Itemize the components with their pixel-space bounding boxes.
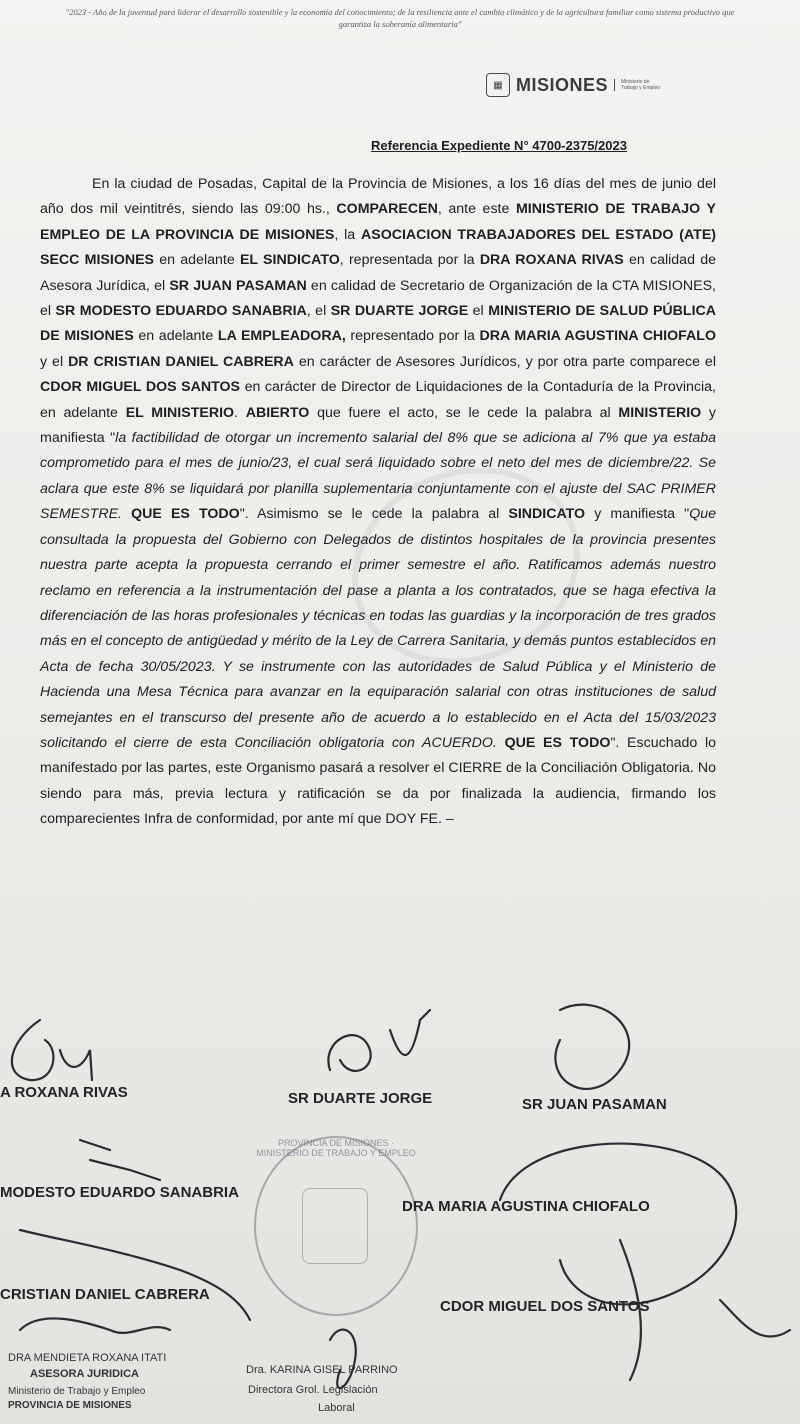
header-motto: "2023 - Año de la juventud para liderar el desarrollo sostenible y la economía del conocimiento; de la resiliencia ante el cambio climático y de la agricultura familiar como sistema productivo que garantiza la soberanía alimentaria"	[65, 7, 735, 29]
signatory-rivas: A ROXANA RIVAS	[0, 1084, 128, 1101]
official-parrino-name: Dra. KARINA GISEL PARRINO	[246, 1364, 398, 1376]
reference-title: Referencia Expediente N° 4700-2375/2023	[371, 138, 627, 153]
logo-mark-icon: ▦	[486, 73, 510, 97]
stamp-emblem	[302, 1188, 368, 1264]
signatory-duarte: SR DUARTE JORGE	[288, 1090, 433, 1107]
official-parrino-role2: Laboral	[318, 1402, 355, 1414]
stamp-ring-text: PROVINCIA DE MISIONES · MINISTERIO DE TRABAJO Y EMPLEO	[256, 1138, 416, 1158]
official-mendieta-org: Ministerio de Trabajo y Empleo	[8, 1386, 146, 1397]
official-parrino-role: Directora Grol. Legislación	[248, 1384, 378, 1396]
signatory-cabrera: CRISTIAN DANIEL CABRERA	[0, 1286, 210, 1303]
body-paragraph: En la ciudad de Posadas, Capital de la Provincia de Misiones, a los 16 días del mes de junio del año dos mil veintitrés, siendo las 09:00 hs., COMPARECEN, ante este MINISTERIO DE TRABAJO Y EMPLEO DE LA PROVINCIA DE MISIONES, la ASOCIACION TRABAJADORES DEL ESTADO (ATE) SECC MISIONES en adelante EL SINDICATO, representada por la DRA ROXANA RIVAS en calidad de Asesora Jurídica, el SR JUAN PASAMAN en calidad de Secretario de Organización de la CTA MISIONES, el SR MODESTO EDUARDO SANABRIA, el SR DUARTE JORGE el MINISTERIO DE SALUD PÚBLICA DE MISIONES en adelante LA EMPLEADORA, representado por la DRA MARIA AGUSTINA CHIOFALO y el DR CRISTIAN DANIEL CABRERA en carácter de Asesores Jurídicos, y por otra parte comparece el CDOR MIGUEL DOS SANTOS en carácter de Director de Liquidaciones de la Contaduría de la Provincia, en adelante EL MINISTERIO. ABIERTO que fuere el acto, se le cede la palabra al MINISTERIO y manifiesta "la factibilidad de otorgar un incremento salarial del 8% que se adiciona al 7% que ya estaba comprometido para el mes de junio/23, el cual será liquidado sobre el neto del mes de diciembre/22. Se aclara que este 8% se liquidará por planilla suplementaria conjuntamente con el ajuste del SAC PRIMER SEMESTRE. QUE ES TODO". Asimismo se le cede la palabra al SINDICATO y manifiesta "Que consultada la propuesta del Gobierno con Delegados de distintos hospitales de la provincia presentes nuestra parte acepta la propuesta cerrando el primer semestre el año. Ratificamos además nuestro reclamo en referencia a la instrumentación del pase a planta a los contratados, que se haga efectiva la diferenciación de las horas profesionales y técnicas en todas las guardias y la incorporación de tres grados más en el concepto de antigüedad y mérito de la Ley de Carrera Sanitaria, y demás puntos establecidos en Acta de fecha 30/05/2023. Y se instrumente con las autoridades de Salud Pública y el Ministerio de Hacienda una Mesa Técnica para avanzar en la equiparación salarial con otras instituciones de salud semejantes en el transcurso del presente año de acuerdo a lo establecido en el Acta del 15/03/2023 solicitando el cierre de esta Conciliación obligatoria con ACUERDO. QUE ES TODO". Escuchado lo manifestado por las partes, este Organismo pasará a resolver el CIERRE de la Conciliación Obligatoria. No siendo para más, previa lectura y ratificación se da por finalizada la audiencia, firmando los comparecientes Infra de conformidad, por ante mí que DOY FE. –	[40, 176, 717, 828]
logo-subtitle: Ministerio de Trabajo y Empleo	[614, 79, 661, 91]
official-mendieta-role: ASESORA JURIDICA	[30, 1368, 139, 1380]
document-body	[40, 172, 716, 833]
official-mendieta-province: PROVINCIA DE MISIONES	[8, 1400, 132, 1411]
official-mendieta-name: DRA MENDIETA ROXANA ITATI	[8, 1352, 167, 1364]
logo-text: MISIONES	[516, 74, 609, 95]
signatory-dos-santos: CDOR MIGUEL DOS SANTOS	[440, 1298, 650, 1315]
signatory-pasaman: SR JUAN PASAMAN	[522, 1096, 667, 1113]
signatory-sanabria: MODESTO EDUARDO SANABRIA	[0, 1184, 239, 1201]
signatory-chiofalo: DRA MARIA AGUSTINA CHIOFALO	[402, 1198, 650, 1215]
official-stamp	[254, 1136, 418, 1316]
misiones-logo	[486, 72, 661, 98]
